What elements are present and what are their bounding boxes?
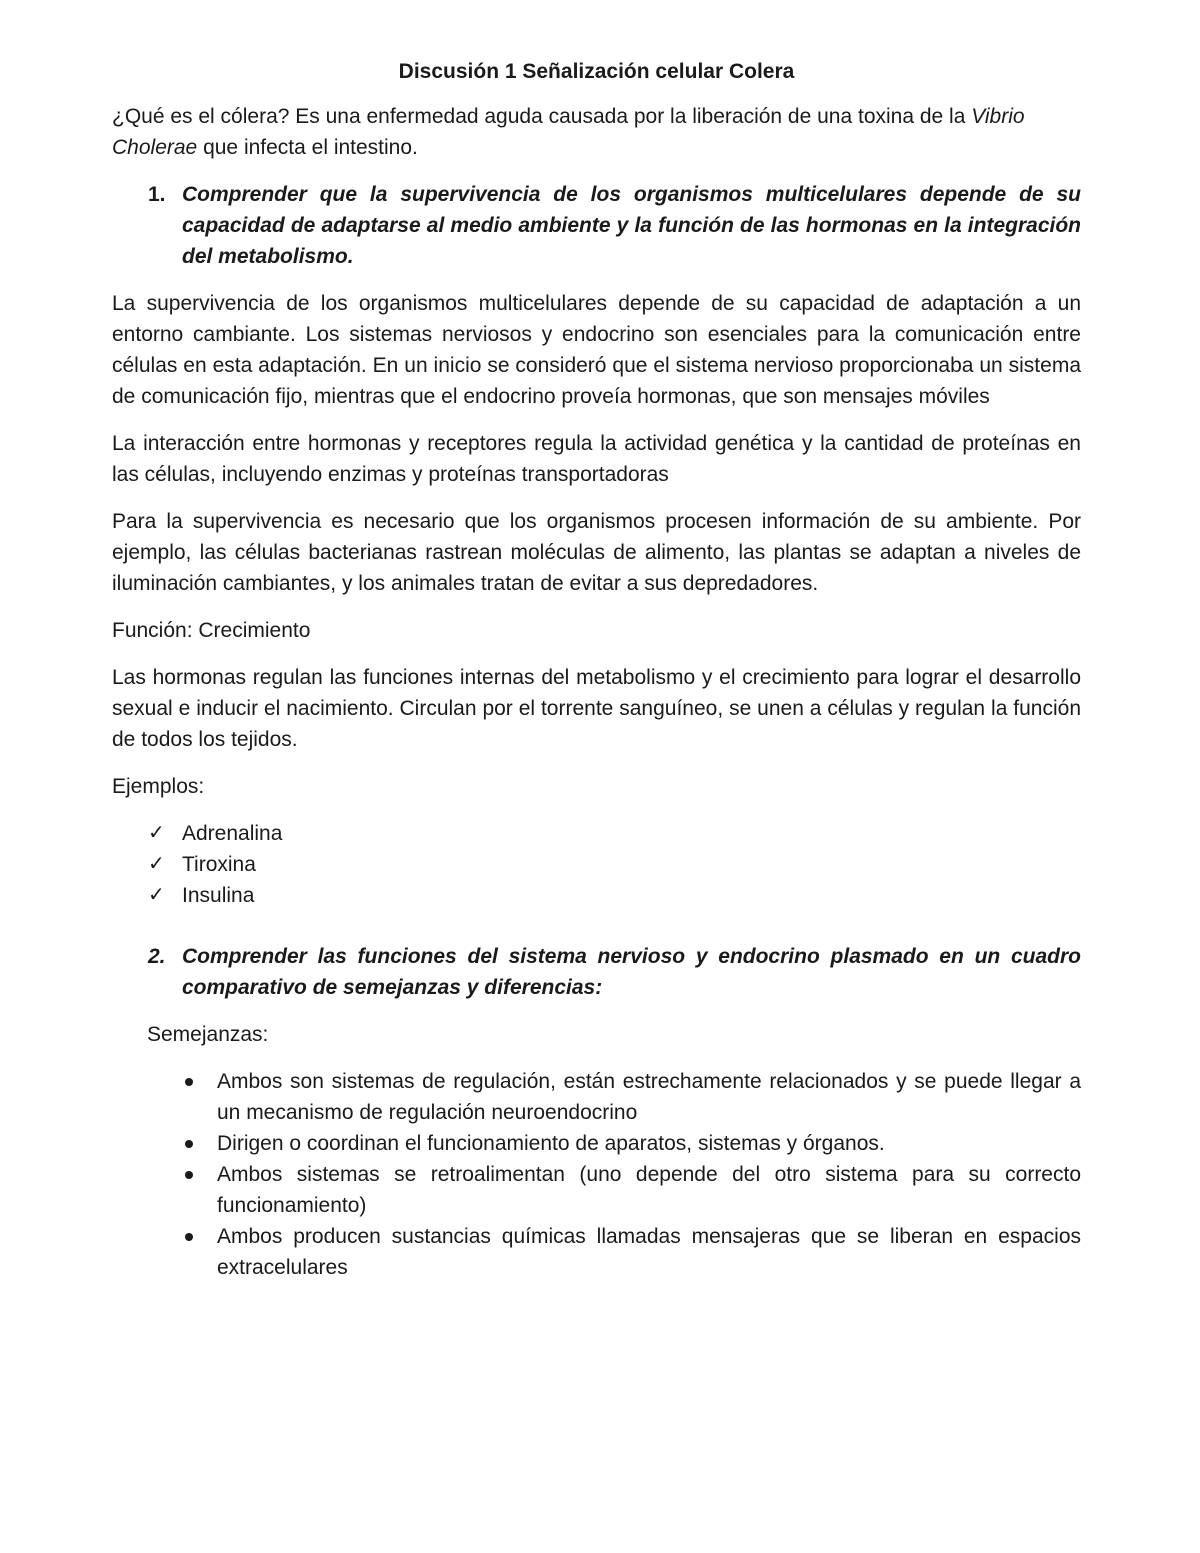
bullet-icon [182,1066,217,1128]
bullet-icon [182,1128,217,1159]
section-1-heading [148,179,1081,272]
intro-species: Vibrio Cholerae [112,105,1025,159]
function-label: Función: Crecimiento [112,619,311,642]
checkmark-icon: ✓ [148,884,165,906]
section-2-number: 2. [148,945,166,968]
checkmark-icon: ✓ [148,822,165,844]
example-text: Adrenalina [182,822,283,845]
intro-lead: ¿Qué es el cólera? Es una enfermedad aguda causada por la liberación de una toxina de la [112,105,972,128]
checkmark-icon: ✓ [148,853,165,875]
list-item [182,1066,1081,1128]
paragraph: Para la supervivencia es necesario que los organismos procesen información de su ambiente. Por ejemplo, las células bacterianas rastrean moléculas de alimento, las plantas se adaptan a niveles de iluminación cambiantes, y los animales tratan de evitar a sus depredadores. [112,510,1081,595]
bullet-text: Dirigen o coordinan el funcionamiento de aparatos, sistemas y órganos. [217,1132,885,1155]
bullet-icon [182,1159,217,1221]
similarities-label: Semejanzas: [147,1023,269,1046]
bullet-icon [182,1221,217,1283]
document-title: Discusión 1 Señalización celular Colera [398,60,795,83]
section-2-heading-text: Comprender las funciones del sistema nervioso y endocrino plasmado en un cuadro comparativo de semejanzas y diferencias: [182,945,1081,999]
list-item [148,880,1081,911]
list-item [182,1159,1081,1221]
intro-tail: que infecta el intestino. [197,136,418,159]
similarities-list [182,1066,1081,1283]
section-1-number: 1. [148,183,166,206]
examples-label: Ejemplos: [112,775,205,798]
list-item [182,1221,1081,1283]
examples-list [148,818,1081,911]
bullet-text: Ambos producen sustancias químicas llamadas mensajeras que se liberan en espacios extracelulares [217,1225,1081,1279]
section-1-heading-text: Comprender que la supervivencia de los organismos multicelulares depende de su capacidad de adaptarse al medio ambiente y la función de las hormonas en la integración del metabolismo. [182,183,1081,268]
list-item [182,1128,1081,1159]
bullet-text: Ambos son sistemas de regulación, están estrechamente relacionados y se puede llegar a un mecanismo de regulación neuroendocrino [217,1070,1081,1124]
list-item [148,818,1081,849]
paragraph: La supervivencia de los organismos multicelulares depende de su capacidad de adaptación a un entorno cambiante. Los sistemas nerviosos y endocrino son esenciales para la comunicación entre células en esta adaptación. En un inicio se consideró que el sistema nervioso proporcionaba un sistema de comunicación fijo, mientras que el endocrino proveía hormonas, que son mensajes móviles [112,292,1081,408]
paragraph: La interacción entre hormonas y receptores regula la actividad genética y la cantidad de proteínas en las células, incluyendo enzimas y proteínas transportadoras [112,432,1081,486]
example-text: Tiroxina [182,853,256,876]
paragraph: Las hormonas regulan las funciones internas del metabolismo y el crecimiento para lograr el desarrollo sexual e inducir el nacimiento. Circulan por el torrente sanguíneo, se unen a células y regulan la función de todos los tejidos. [112,666,1081,751]
section-2-heading [148,941,1081,1003]
intro-paragraph [112,101,1081,163]
list-item [148,849,1081,880]
bullet-text: Ambos sistemas se retroalimentan (uno depende del otro sistema para su correcto funcionamiento) [217,1163,1081,1217]
example-text: Insulina [182,884,255,907]
